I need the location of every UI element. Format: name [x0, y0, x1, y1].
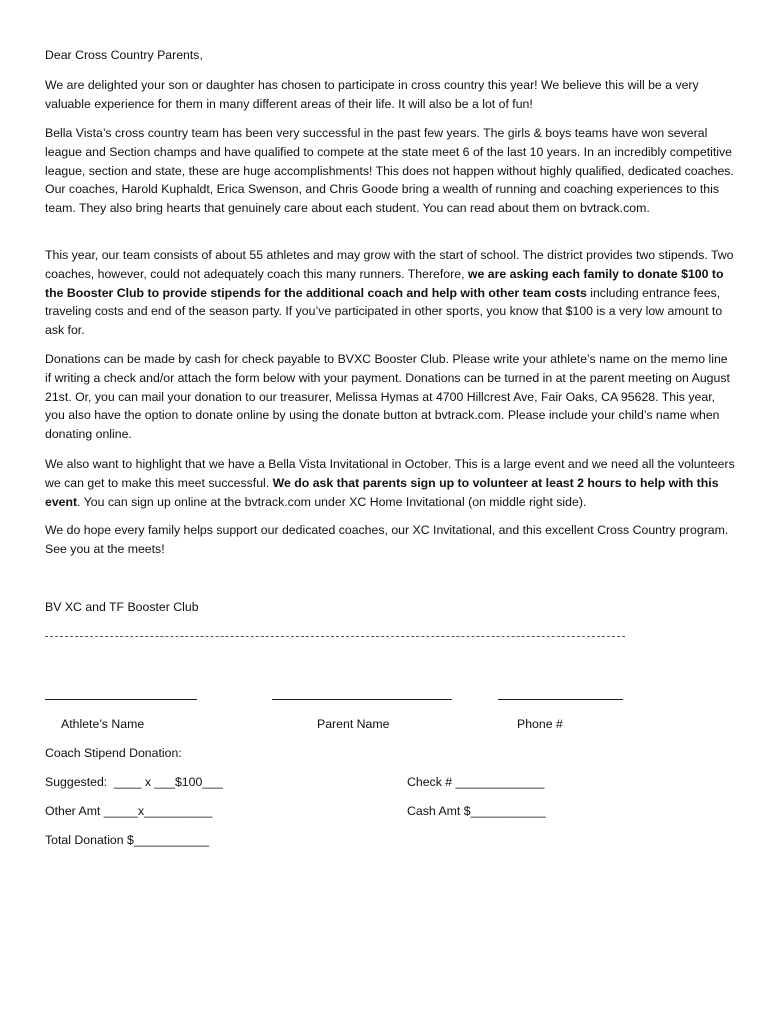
- suggested-quantity-field[interactable]: ____: [114, 775, 142, 789]
- total-donation-field[interactable]: ___________: [133, 833, 210, 847]
- other-amount-field[interactable]: _____x__________: [103, 804, 213, 818]
- cash-amount-field[interactable]: ___________: [470, 804, 546, 818]
- phone-field[interactable]: [498, 699, 623, 700]
- other-amount-label: Other Amt: [45, 804, 101, 818]
- greeting: Dear Cross Country Parents,: [45, 48, 203, 62]
- volunteer-request-bold: We do ask that parents sign up to volunteer at least 2 hours to help with this event: [45, 475, 719, 509]
- paragraph-closing: We do hope every family helps support our dedicated coaches, our XC Invitational, and this excellent Cross Country program. See you at the meets!: [45, 523, 729, 556]
- paragraph-team-success: Bella Vista’s cross country team has been very successful in the past few years. The girls & boys teams have won several league and Section champs and have qualified to compete at the state meet 6 of the last 10 years. In an incredibly competitive league, section and state, these are huge accomplishments! This does not happen without highly qualified, dedicated coaches. Our coaches, Harold Kuphaldt, Erica Swenson, and Chris Goode bring a wealth of running and coaching experiences to this team. They also bring hearts that genuinely care about each student. You can read about them on bvtrack.com.: [45, 126, 734, 216]
- paragraph-donation-methods: Donations can be made by cash for check payable to BVXC Booster Club. Please write your athlete’s name on the memo line if writing a check and/or attach the form below with your payment. Donations can be turned in at the parent meeting on August 21st. Or, you can mail your donation to our treasurer, Melissa Hymas at 4700 Hillcrest Ave, Fair Oaks, CA 95628. This year, you also have the option to donate online by using the donate button at bvtrack.com. Please include your child’s name when donating online.: [45, 352, 730, 442]
- cash-amount-row: [407, 802, 546, 820]
- stipend-section-title: Coach Stipend Donation:: [45, 746, 182, 760]
- parent-name-field[interactable]: [272, 699, 452, 700]
- total-donation-row: [45, 831, 209, 849]
- athlete-name-label: Athlete’s Name: [61, 717, 145, 731]
- other-amount-row: [45, 802, 213, 820]
- check-label: Check #: [407, 775, 453, 789]
- paragraph-donation-request: This year, our team consists of about 55 athletes and may grow with the start of school. The district provides two stipends. Two coaches, however, could not adequately coach this many runners. Therefore, we are asking each family to donate $100 to the Booster Club to provide stipends for the additional coach and help with other team costs including entrance fees, traveling costs and end of the season party. If you’ve participated in other sports, you know that $100 is a very low amount to ask for.: [45, 248, 734, 338]
- paragraph-invitational: We also want to highlight that we have a Bella Vista Invitational in October. This is a large event and we need all the volunteers we can get to make this meet successful. We do ask that parents sign up to volunteer at least 2 hours to help with this event. You can sign up online at the bvtrack.com under XC Home Invitational (on middle right side).: [45, 457, 735, 509]
- phone-label: Phone #: [517, 717, 563, 731]
- suggested-amount: ___$100___: [154, 775, 223, 789]
- paragraph-intro: We are delighted your son or daughter has chosen to participate in cross country this year! We believe this will be a very valuable experience for them in many different areas of their life. It will also be a lot of fun!: [45, 78, 699, 111]
- suggested-row: Suggested: ____ x ___$100___: [45, 775, 223, 789]
- cut-line: [45, 636, 625, 637]
- signature: BV XC and TF Booster Club: [45, 600, 199, 614]
- check-number-field[interactable]: _____________: [455, 775, 545, 789]
- total-donation-label: Total Donation $: [45, 833, 134, 847]
- parent-name-label: Parent Name: [317, 717, 390, 731]
- donation-request-bold: we are asking each family to donate $100 to the Booster Club to provide stipends for the additional coach and help with other team costs: [45, 266, 724, 300]
- cash-amount-label: Cash Amt $: [407, 804, 471, 818]
- athlete-name-field[interactable]: [45, 699, 197, 700]
- check-row: [407, 773, 544, 791]
- suggested-label: Suggested:: [45, 775, 108, 789]
